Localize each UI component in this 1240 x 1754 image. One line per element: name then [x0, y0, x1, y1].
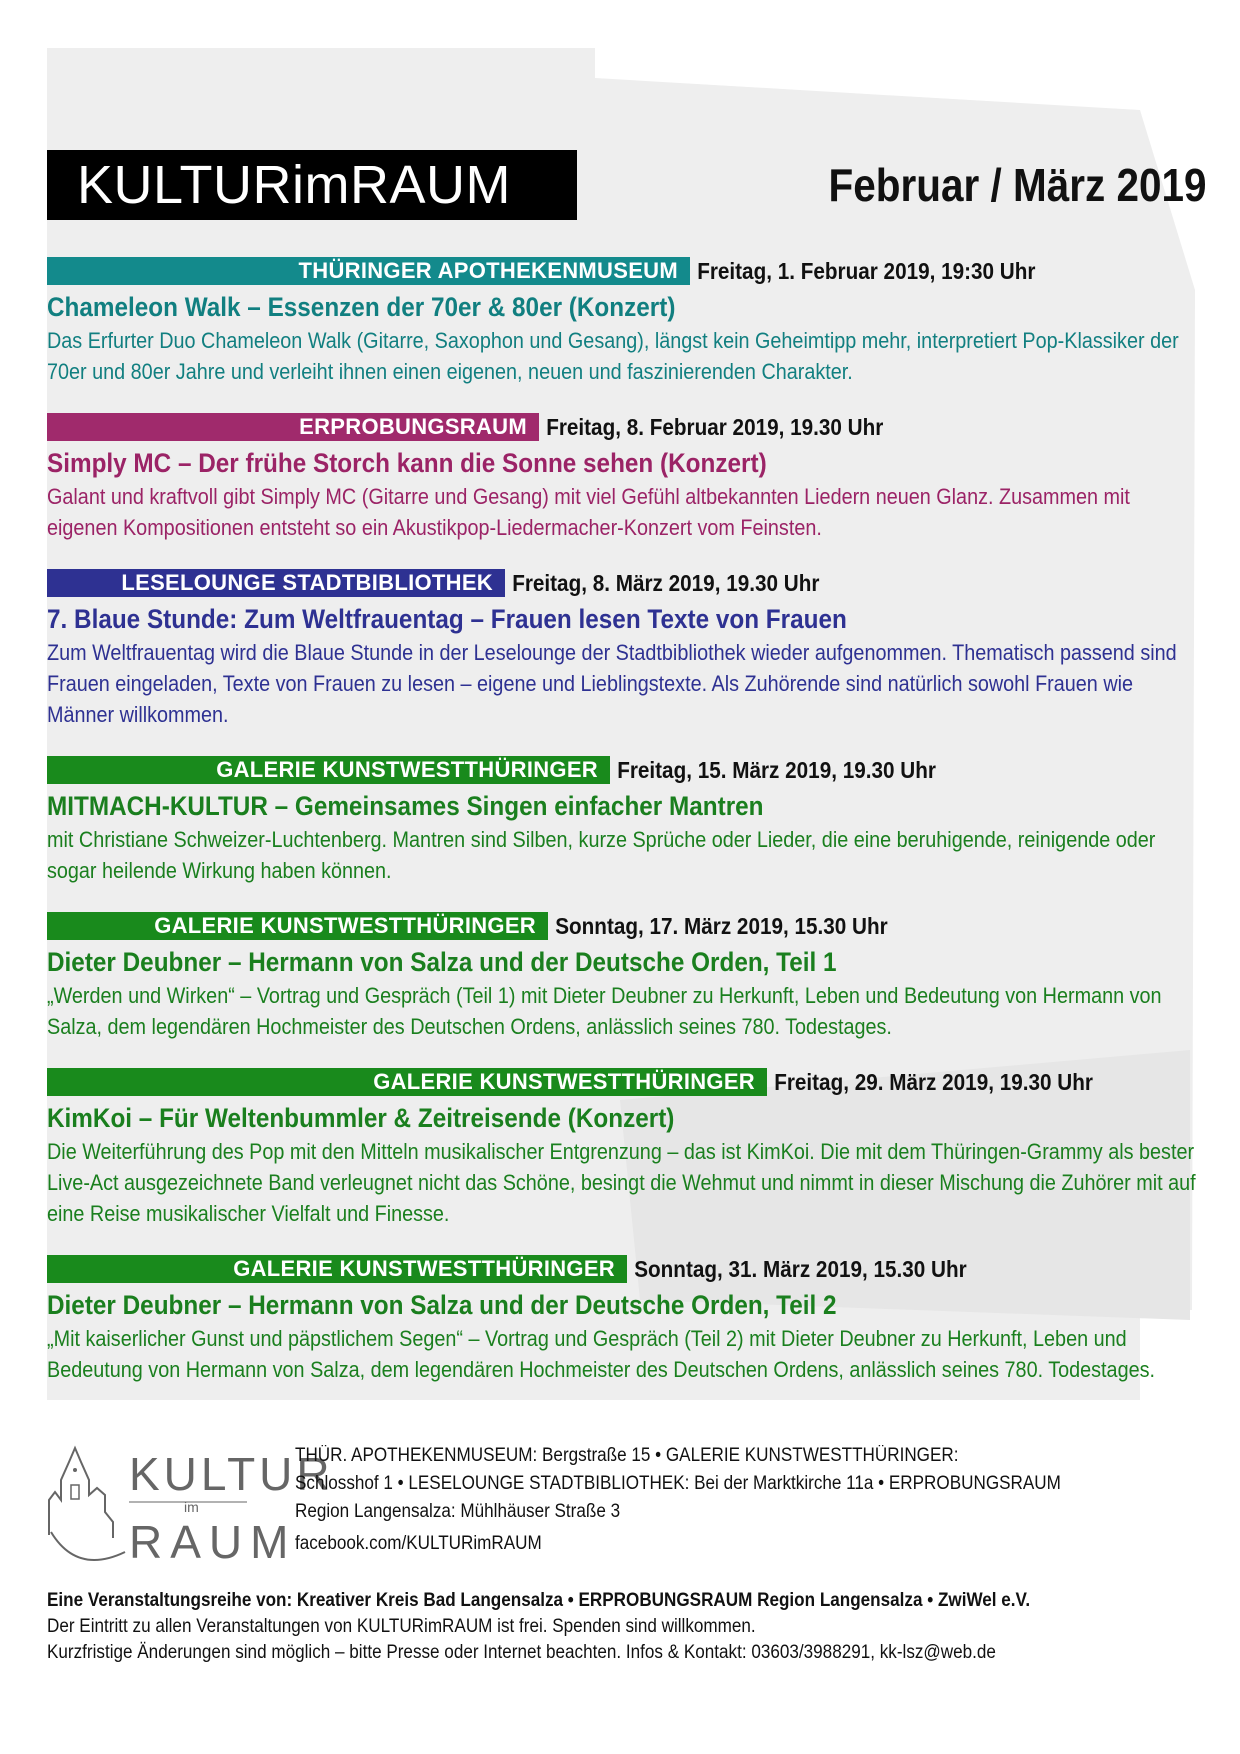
- admission-note: Der Eintritt zu allen Veranstaltungen von KULTURimRAUM ist frei. Spenden sind willkommen.: [47, 1616, 756, 1637]
- event-description: mit Christiane Schweizer-Luchtenberg. Mantren sind Silben, kurze Sprüche oder Lieder, die eine beruhigende, reinigende oder sogar heilende Wirkung haben können.: [47, 827, 1156, 883]
- venue-badge: ERPROBUNGSRAUM: [47, 413, 539, 441]
- venue-badge: GALERIE KUNSTWESTTHÜRINGER: [47, 1255, 627, 1283]
- address-line: THÜR. APOTHEKENMUSEUM: Bergstraße 15 • GALERIE KUNSTWESTTHÜRINGER:: [295, 1445, 959, 1466]
- period-title: Februar / März 2019: [829, 159, 1207, 211]
- event-date: Freitag, 1. Februar 2019, 19:30 Uhr: [697, 257, 1036, 284]
- event-2: [47, 413, 1207, 543]
- logo-text-raum: RAUM: [129, 1516, 297, 1568]
- logo-text-im: im: [184, 1499, 199, 1515]
- event-date: Sonntag, 31. März 2019, 15.30 Uhr: [634, 1255, 967, 1282]
- event-title: 7. Blaue Stunde: Zum Weltfrauentag – Frauen lesen Texte von Frauen: [47, 604, 847, 634]
- event-description: Zum Weltfrauentag wird die Blaue Stunde in der Leselounge der Stadtbibliothek wieder aufgenommen. Thematisch passend sind Frauen eingeladen, Texte von Frauen zu lesen – eigene und Lieblingstexte. Als Zuhörende sind natürlich sowohl Frauen wie Männer willkommen.: [47, 640, 1177, 727]
- venue-badge: GALERIE KUNSTWESTTHÜRINGER: [47, 912, 548, 940]
- event-description: Galant und kraftvoll gibt Simply MC (Gitarre und Gesang) mit viel Gefühl altbekannten Liedern neuen Glanz. Zusammen mit eigenen Kompositionen entsteht so ein Akustikpop-Liedermacher-Konzert vom Feinsten.: [47, 484, 1130, 540]
- event-date: Freitag, 8. Februar 2019, 19.30 Uhr: [546, 413, 884, 440]
- event-description: „Mit kaiserlicher Gunst und päpstlichem Segen“ – Vortrag und Gespräch (Teil 2) mit Dieter Deubner zu Herkunft, Leben und Bedeutung von Hermann von Salza, dem legendären Hochmeister des Deutschen Ordens, anlässlich seines 780. Todestages.: [47, 1326, 1155, 1382]
- venue-badge: THÜRINGER APOTHEKENMUSEUM: [47, 257, 690, 285]
- event-title: Simply MC – Der frühe Storch kann die Sonne sehen (Konzert): [47, 448, 767, 478]
- event-6: [47, 1068, 1207, 1229]
- event-title: KimKoi – Für Weltenbummler & Zeitreisende (Konzert): [47, 1103, 675, 1133]
- event-title: Chameleon Walk – Essenzen der 70er & 80er (Konzert): [47, 292, 676, 322]
- event-1: [47, 257, 1207, 387]
- address-line: Region Langensalza: Mühlhäuser Straße 3: [295, 1501, 621, 1522]
- event-3: [47, 569, 1207, 730]
- event-title: Dieter Deubner – Hermann von Salza und der Deutsche Orden, Teil 1: [47, 947, 837, 977]
- event-title: Dieter Deubner – Hermann von Salza und der Deutsche Orden, Teil 2: [47, 1290, 837, 1320]
- venue-badge: LESELOUNGE STADTBIBLIOTHEK: [47, 569, 505, 597]
- event-4: [47, 756, 1207, 886]
- venue-addresses: [295, 1442, 1195, 1558]
- event-description: Das Erfurter Duo Chameleon Walk (Gitarre, Saxophon und Gesang), längst kein Geheimtipp mehr, interpretiert Pop-Klassiker der 70er und 80er Jahre und verleiht ihnen einen eigenen, neuen und faszinierenden Charakter.: [47, 328, 1179, 384]
- venue-badge: GALERIE KUNSTWESTTHÜRINGER: [47, 756, 610, 784]
- header: [47, 150, 1207, 220]
- event-date: Sonntag, 17. März 2019, 15.30 Uhr: [555, 912, 888, 939]
- event-date: Freitag, 29. März 2019, 19.30 Uhr: [774, 1068, 1093, 1095]
- event-title: MITMACH-KULTUR – Gemeinsames Singen einfacher Mantren: [47, 791, 764, 821]
- organizers: Eine Veranstaltungsreihe von: Kreativer Kreis Bad Langensalza • ERPROBUNGSRAUM Region Langensalza • ZwiWel e.V.: [47, 1590, 1031, 1611]
- kultur-im-raum-logo: [47, 1440, 334, 1570]
- facebook-link[interactable]: facebook.com/KULTURimRAUM: [295, 1533, 542, 1554]
- event-description: „Werden und Wirken“ – Vortrag und Gespräch (Teil 1) mit Dieter Deubner zu Herkunft, Leben und Bedeutung von Hermann von Salza, dem legendären Hochmeister des Deutschen Ordens, anlässlich seines 780. Todestages.: [47, 983, 1162, 1039]
- address-line: Schlosshof 1 • LESELOUNGE STADTBIBLIOTHEK: Bei der Marktkirche 11a • ERPROBUNGSRAUM: [295, 1473, 1061, 1494]
- event-date: Freitag, 8. März 2019, 19.30 Uhr: [512, 569, 820, 596]
- footer-notes: [47, 1588, 1181, 1666]
- contact-note: Kurzfristige Änderungen sind möglich – bitte Presse oder Internet beachten. Infos & Kontakt: 03603/3988291, kk-lsz@web.de: [47, 1642, 996, 1663]
- event-7: [47, 1255, 1207, 1385]
- logo-text-kultur: KULTUR: [129, 1448, 334, 1500]
- venue-badge: GALERIE KUNSTWESTTHÜRINGER: [47, 1068, 767, 1096]
- brand-title: KULTURimRAUM: [47, 150, 577, 220]
- event-description: Die Weiterführung des Pop mit den Mitteln musikalischer Entgrenzung – das ist KimKoi. Die mit dem Thüringen-Grammy als bester Live-Act ausgezeichnete Band verleugnet nicht das Schöne, besingt die Wehmut und nimmt in dieser Mischung die Zuhörer mit auf eine Reise musikalischer Vielfalt und Finesse.: [47, 1139, 1196, 1226]
- event-date: Freitag, 15. März 2019, 19.30 Uhr: [617, 756, 936, 783]
- event-5: [47, 912, 1207, 1042]
